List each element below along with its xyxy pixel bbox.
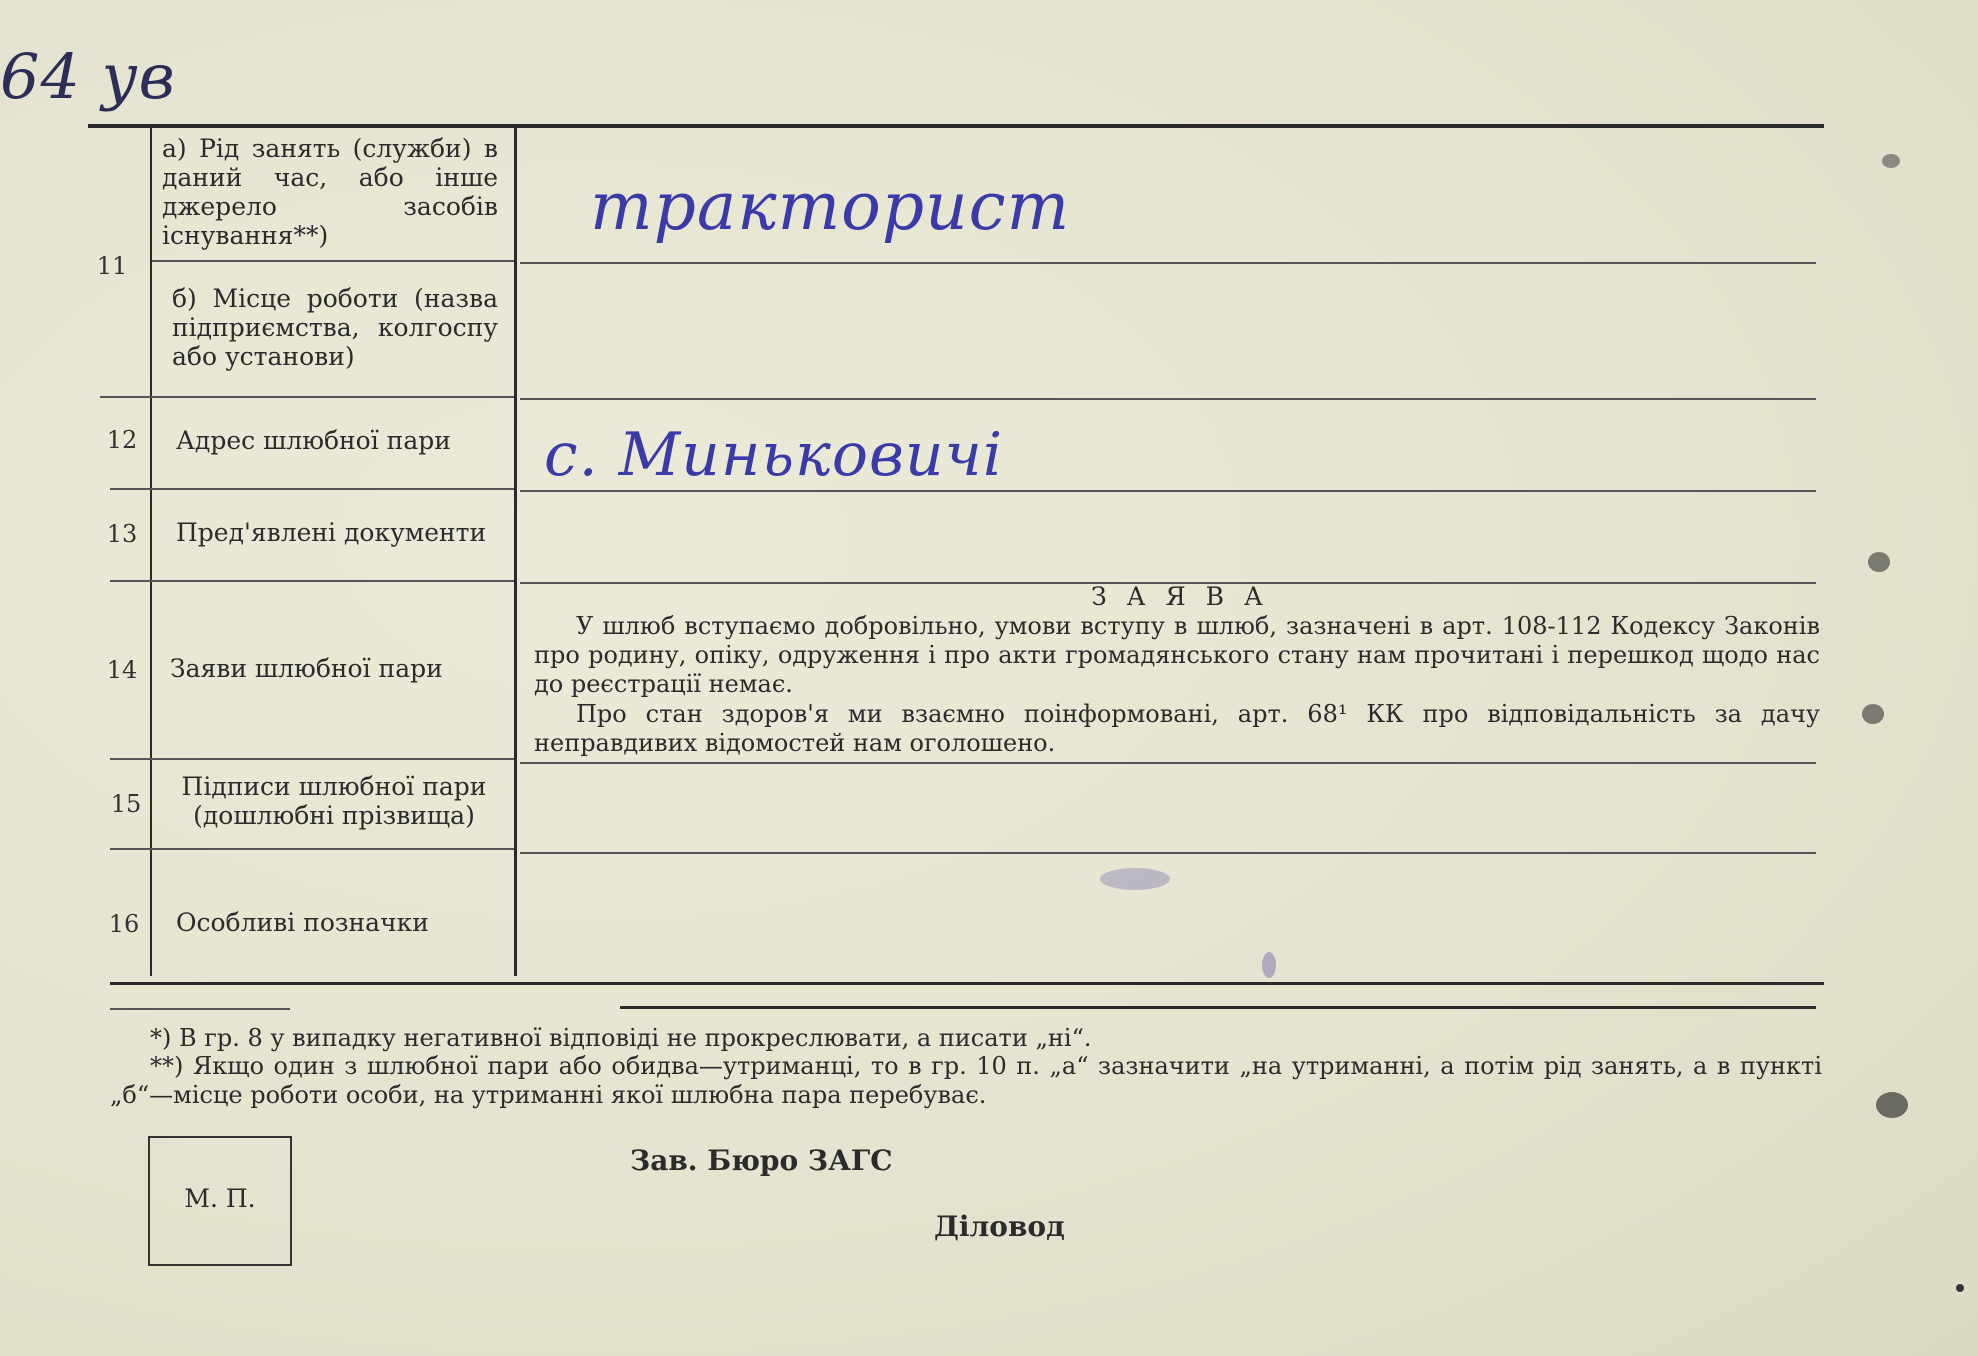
row-14-number: 14 — [106, 656, 138, 684]
row-15-number: 15 — [110, 790, 142, 818]
row-11a-value: тракторист — [590, 168, 1071, 245]
row-11a-label: а) Рід занять (служби) в даний час, або інше джерело засобів існування**) — [162, 134, 498, 250]
row-14-value-line — [520, 762, 1816, 764]
table-top-border — [88, 124, 1824, 128]
row-15-separator — [110, 848, 514, 850]
row-13-number: 13 — [106, 520, 138, 548]
row-12-value: с. Миньковичі — [544, 420, 1004, 490]
row-14-separator — [110, 758, 514, 760]
row-13-label: Пред'явлені документи — [176, 518, 487, 547]
declaration-paragraph-1: У шлюб вступаємо добровільно, умови вступу в шлюб, зазначені в арт. 108-112 Кодексу Законів про родину, опіку, одруження і про акти громадянського стану нам прочитані і перешкод щодо нас до реєстрації немає. — [534, 612, 1820, 698]
row-14-label: Заяви шлюбної пари — [170, 654, 443, 683]
row-15-value-line — [520, 852, 1816, 854]
declaration-paragraph-2: Про стан здоров'я ми взаємно поінформовані, арт. 68¹ КК про відповідальність за дачу неправдивих відомостей нам оголошено. — [534, 700, 1820, 757]
table-bottom-border — [110, 982, 1824, 985]
ink-smudge — [1262, 952, 1276, 978]
punch-hole — [1882, 154, 1900, 168]
row-11a-value-line — [520, 262, 1816, 264]
archive-mark: 64 ув — [0, 40, 176, 113]
row-12-separator — [110, 488, 514, 490]
footnote-2: **) Якщо один з шлюбної пари або обидва—утриманці, то в гр. 10 п. „а“ зазначити „на утриманні, а потім рід занять, а в пункті „б“—місце роботи особи, на утриманні якої шлюбна пара перебуває. — [110, 1052, 1822, 1109]
stamp-box — [148, 1136, 292, 1266]
label-column-border — [514, 128, 517, 976]
row-16-label: Особливі позначки — [176, 908, 429, 937]
table-bottom-border-2 — [620, 1006, 1816, 1009]
footnote-rule — [110, 1008, 290, 1010]
row-15-label: Підписи шлюбної пари (дошлюбні прізвища) — [181, 772, 487, 830]
speck — [1956, 1284, 1964, 1292]
head-label: Зав. Бюро ЗАГС — [630, 1144, 893, 1177]
row-16-number: 16 — [108, 910, 140, 938]
ink-smudge — [1100, 868, 1170, 890]
row-12-label: Адрес шлюбної пари — [176, 426, 451, 455]
row-11-separator — [100, 396, 514, 398]
row-12-value-line — [520, 490, 1816, 492]
row-11a-separator — [152, 260, 514, 262]
declaration-heading: З А Я В А — [1091, 582, 1269, 611]
row-11-number: 11 — [96, 252, 128, 280]
footnote-1: *) В гр. 8 у випадку негативної відповіді не прокреслювати, а писати „ні“. — [150, 1024, 1092, 1052]
row-11-value-line — [520, 398, 1816, 400]
punch-hole — [1862, 704, 1884, 724]
punch-hole — [1868, 552, 1890, 572]
row-12-number: 12 — [106, 426, 138, 454]
clerk-label: Діловод — [934, 1210, 1065, 1243]
row-11b-label: б) Місце роботи (назва підприємства, колгоспу або установи) — [172, 284, 498, 371]
row-13-separator — [110, 580, 514, 582]
punch-hole — [1876, 1092, 1908, 1118]
stamp-label: М. П. — [184, 1184, 256, 1213]
